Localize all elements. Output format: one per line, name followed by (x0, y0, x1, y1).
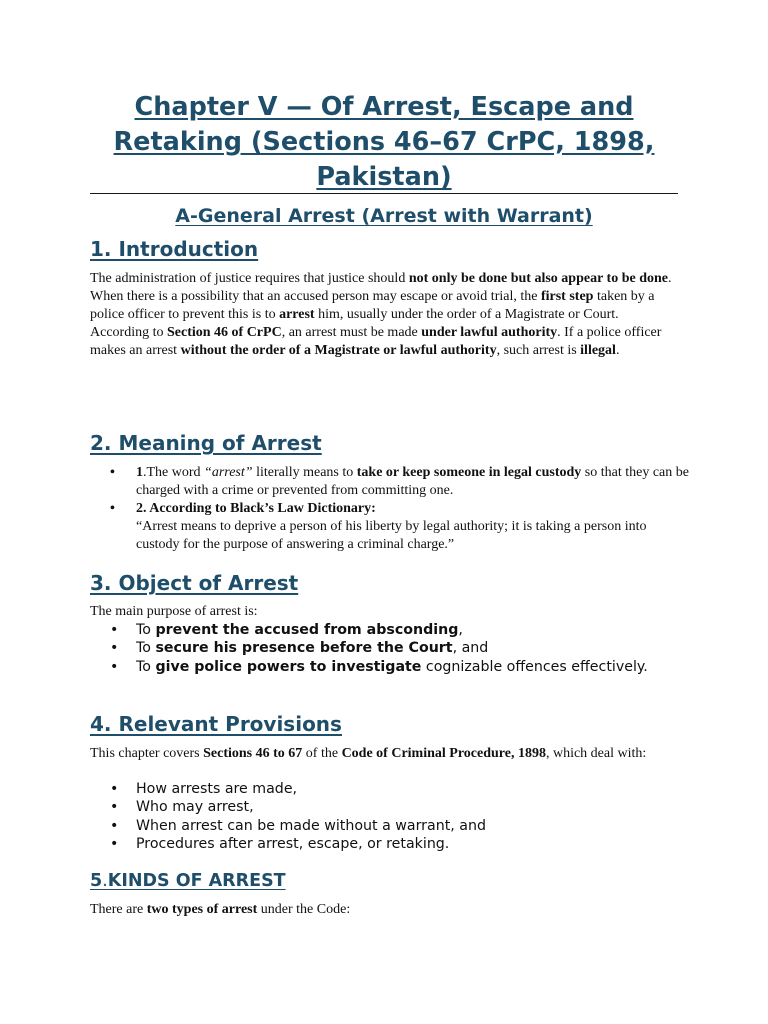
bullet-icon: • (110, 465, 115, 480)
provisions-list (90, 780, 690, 853)
list-item: • How arrests are made, (110, 781, 298, 797)
list-item: • To prevent the accused from absconding, (110, 622, 463, 638)
blacks-law-heading: 2. According to Black’s Law Dictionary: (136, 501, 376, 516)
bullet-icon: • (110, 501, 115, 516)
list-item: • 1.The word “arrest” literally means to take or keep someone in legal custody so that they can be charged with a crime or prevented from committing one. (110, 465, 689, 498)
list-item (90, 500, 690, 554)
list-item: • Who may arrest, (110, 799, 254, 816)
bullet-icon: • (110, 799, 119, 816)
blacks-law-quote: “Arrest means to deprive a person of his liberty by legal authority; it is taking a person into custody for the purpose of answering a criminal charge.” (136, 519, 647, 552)
bullet-icon: • (110, 658, 119, 675)
list-item: • To secure his presence before the Court, and (110, 640, 489, 657)
list-item: • When arrest can be made without a warrant, and (110, 817, 486, 834)
kinds-intro: There are two types of arrest under the Code: (90, 902, 351, 917)
provisions-intro: This chapter covers Sections 46 to 67 of the Code of Criminal Procedure, 1898, which deal with: (90, 746, 647, 761)
bullet-icon: • (110, 640, 119, 657)
intro-paragraph-3: According to Section 46 of CrPC, an arrest must be made under lawful authority. If a police officer makes an arrest without the order of a Magistrate or lawful authority, such arrest is illegal. (90, 325, 662, 358)
heading-kinds-of-arrest: 5.KINDS OF ARREST (90, 871, 286, 891)
bullet-icon: • (110, 817, 119, 834)
heading-meaning-of-arrest: 2. Meaning of Arrest (90, 431, 322, 455)
document-subtitle: A-General Arrest (Arrest with Warrant) (175, 205, 593, 227)
list-item: • Procedures after arrest, escape, or retaking. (110, 835, 450, 852)
bullet-icon: • (110, 781, 119, 797)
bullet-icon: • (110, 622, 119, 638)
title-divider (90, 193, 678, 194)
heading-object-of-arrest: 3. Object of Arrest (90, 571, 299, 595)
heading-introduction: 1. Introduction (90, 237, 259, 261)
document-title: Chapter V — Of Arrest, Escape and Retaking (Sections 46–67 CrPC, 1898, Pakistan) (113, 92, 655, 192)
object-intro: The main purpose of arrest is: (90, 604, 258, 619)
introduction-body (90, 270, 690, 360)
list-item: • To give police powers to investigate cognizable offences effectively. (110, 658, 648, 675)
bullet-icon: • (110, 835, 119, 852)
intro-paragraph-1: The administration of justice requires that justice should not only be done but also appear to be done. (90, 271, 672, 286)
intro-paragraph-2: When there is a possibility that an accused person may escape or avoid trial, the first step taken by a police officer to prevent this is to arrest him, usually under the order of a Magistrate or Court. (90, 289, 655, 322)
meaning-list (90, 464, 690, 554)
heading-relevant-provisions: 4. Relevant Provisions (90, 712, 342, 736)
object-list (90, 621, 690, 676)
